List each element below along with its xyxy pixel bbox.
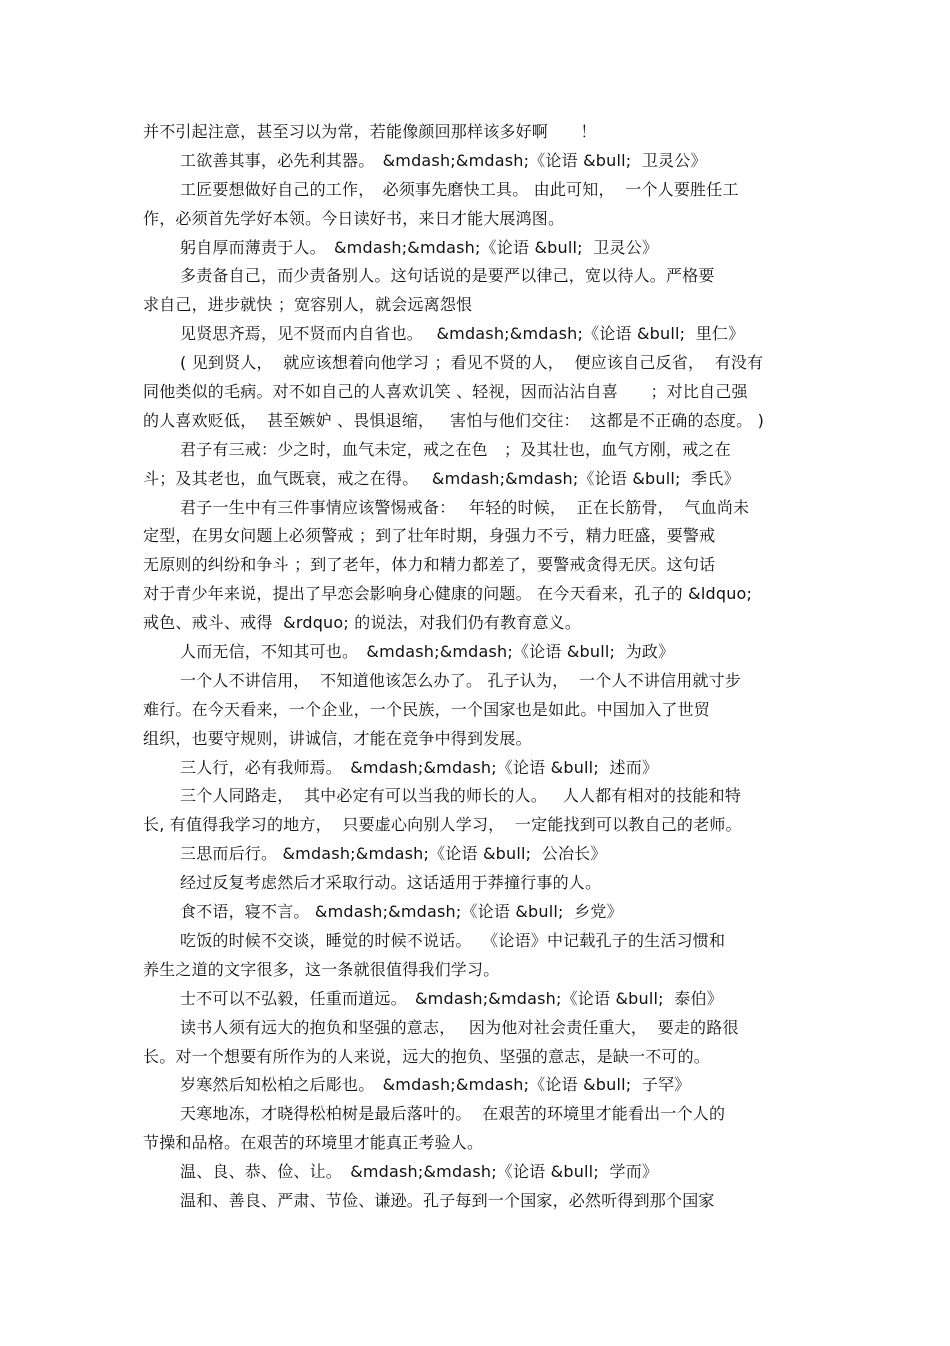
text-line: 见贤思齐焉，见不贤而内自省也。 &mdash;&mdash;《论语 &bull; 里仁》 (180, 324, 745, 344)
text-line: 三个人同路走， 其中必定有可以当我的师长的人。 人人都有相对的技能和特 (180, 786, 742, 806)
text-line: 工欲善其事，必先利其器。 &mdash;&mdash;《论语 &bull; 卫灵公》 (180, 150, 707, 170)
text-line: 读书人须有远大的抱负和坚强的意志， 因为他对社会责任重大， 要走的路很 (180, 1017, 739, 1037)
text-line: 戒色、戒斗、戒得 &rdquo; 的说法，对我们仍有教育意义。 (143, 613, 582, 633)
text-line: 作，必须首先学好本领。今日读好书，来日才能大展鸿图。 (143, 208, 565, 228)
text-line: 工匠要想做好自己的工作， 必须事先磨快工具。 由此可知， 一个人要胜任工 (180, 179, 739, 199)
text-line: 对于青少年来说，提出了早恋会影响身心健康的问题。 在今天看来，孔子的 &ldquo; (143, 584, 753, 604)
text-line: 躬自厚而薄责于人。 &mdash;&mdash;《论语 &bull; 卫灵公》 (180, 237, 659, 257)
text-line: 温、良、恭、俭、让。 &mdash;&mdash;《论语 &bull; 学而》 (180, 1162, 659, 1182)
text-line: 无原则的纠纷和争斗 ；到了老年，体力和精力都差了，要警戒贪得无厌。这句话 (143, 555, 716, 575)
text-line: 三人行，必有我师焉。 &mdash;&mdash;《论语 &bull; 述而》 (180, 757, 659, 777)
text-line: 经过反复考虑然后才采取行动。这话适用于莽撞行事的人。 (180, 873, 602, 893)
text-line: 岁寒然后知松柏之后彫也。 &mdash;&mdash;《论语 &bull; 子罕》 (180, 1075, 691, 1095)
text-line: 多责备自己，而少责备别人。这句话说的是要严以律己，宽以待人。严格要 (180, 266, 715, 286)
text-line: 人而无信，不知其可也。 &mdash;&mdash;《论语 &bull; 为政》 (180, 642, 675, 662)
document-body (143, 118, 823, 1216)
text-line: 君子一生中有三件事情应该警惕戒备： 年轻的时候， 正在长筋骨， 气血尚未 (180, 497, 750, 517)
text-line: 温和、善良、严肃、节俭、谦逊。孔子每到一个国家，必然听得到那个国家 (180, 1190, 715, 1210)
text-line: 定型，在男女问题上必须警戒 ；到了壮年时期，身强力不亏，精力旺盛，要警戒 (143, 526, 716, 546)
text-line: 节操和品格。在艰苦的环境里才能真正考验人。 (143, 1133, 484, 1153)
text-line: 食不语，寝不言。 &mdash;&mdash;《论语 &bull; 乡党》 (180, 902, 623, 922)
text-line: 难行。在今天看来，一个企业，一个民族，一个国家也是如此。中国加入了世贸 (143, 699, 711, 719)
text-line: 士不可以不弘毅，任重而道远。 &mdash;&mdash;《论语 &bull; 泰伯》 (180, 988, 723, 1008)
text-line: 三思而后行。 &mdash;&mdash;《论语 &bull; 公冶长》 (180, 844, 607, 864)
text-line: 一个人不讲信用， 不知道他该怎么办了。 孔子认为， 一个人不讲信用就寸步 (180, 670, 742, 690)
text-line: 的人喜欢贬低， 甚至嫉妒 、畏惧退缩， 害怕与他们交往： 这都是不正确的态度。 ) (143, 410, 765, 430)
text-line: 求自己，进步就快 ；宽容别人，就会远离怨恨 (143, 295, 473, 315)
text-line: 长。对一个想要有所作为的人来说，远大的抱负、坚强的意志，是缺一不可的。 (143, 1046, 711, 1066)
text-line: ( 见到贤人， 就应该想着向他学习 ；看见不贤的人， 便应该自己反省， 有没有 (180, 353, 764, 373)
text-line: 养生之道的文字很多，这一条就很值得我们学习。 (143, 959, 500, 979)
text-line: 天寒地冻，才晓得松柏树是最后落叶的。 在艰苦的环境里才能看出一个人的 (180, 1104, 726, 1124)
text-line: 并不引起注意，甚至习以为常，若能像颜回那样该多好啊 ！ (143, 122, 597, 141)
text-line: 长, 有值得我学习的地方， 只要虚心向别人学习， 一定能找到可以教自己的老师。 (143, 815, 742, 835)
text-line: 斗；及其老也，血气既衰，戒之在得。 &mdash;&mdash;《论语 &bull; 季氏》 (143, 468, 740, 488)
text-line: 同他类似的毛病。对不如自己的人喜欢讥笑 、轻视，因而沾沾自喜 ；对比自己强 (143, 382, 748, 402)
text-line: 组织，也要守规则，讲诚信，才能在竞争中得到发展。 (143, 728, 532, 748)
text-line: 君子有三戒：少之时，血气未定，戒之在色 ；及其壮也，血气方刚，戒之在 (180, 439, 731, 459)
text-line: 吃饭的时候不交谈，睡觉的时候不说话。 《论语》中记载孔子的生活习惯和 (180, 930, 726, 950)
